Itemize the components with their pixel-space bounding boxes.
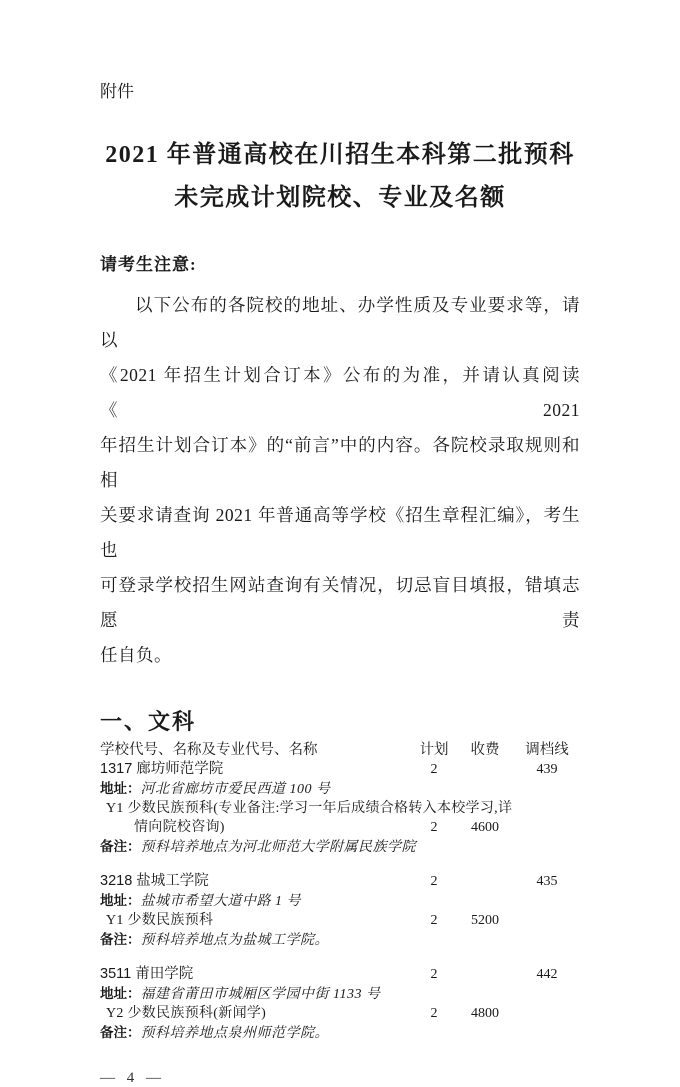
note-row	[100, 930, 580, 950]
major-plan-value: 2	[430, 1006, 438, 1021]
major-row	[100, 1004, 580, 1023]
note-value: 预科培养地点泉州师范学院。	[140, 1026, 329, 1041]
column-header-plan: 计划	[419, 742, 449, 758]
major-name-line2: 情向院校咨询)	[134, 820, 225, 835]
address-label: 地址：	[100, 986, 141, 1001]
notice-paragraph	[100, 288, 580, 673]
school-cutoff-value: 442	[536, 967, 558, 982]
major-fee-value: 4800	[471, 1006, 499, 1021]
document-title-line1: 2021 年普通高校在川招生本科第二批预科	[105, 142, 575, 168]
major-name: Y1 少数民族预科	[106, 913, 214, 928]
address-label: 地址：	[100, 893, 141, 908]
school-header-row	[100, 760, 580, 779]
note-label: 备注：	[100, 1025, 141, 1040]
address-row	[100, 779, 580, 799]
notice-line: 关要求请查询 2021 年普通高等学校《招生章程汇编》，考生也	[100, 505, 580, 560]
major-row	[100, 911, 580, 930]
note-row	[100, 1023, 580, 1043]
major-name: Y2 少数民族预科(新闻学)	[106, 1006, 267, 1021]
column-header-cutoff: 调档线	[525, 742, 569, 758]
notice-line: 年招生计划合订本》的“前言”中的内容。各院校录取规则和相	[100, 435, 580, 490]
document-title	[100, 134, 580, 220]
notice-line: 任自负。	[100, 645, 172, 665]
school-header-row	[100, 965, 580, 984]
note-label: 备注：	[100, 932, 141, 947]
address-value: 河北省廊坊市爱民西道 100 号	[140, 782, 331, 797]
major-plan-value: 2	[430, 913, 438, 928]
school-cutoff-value: 435	[536, 874, 558, 889]
school-plan-value: 2	[430, 762, 438, 777]
notice-line: 以下公布的各院校的地址、办学性质及专业要求等，请以	[100, 295, 580, 350]
page-number: — 4 —	[100, 1070, 165, 1086]
major-name-line1: Y1 少数民族预科(专业备注:学习一年后成绩合格转入本校学习,详	[106, 801, 513, 816]
section-heading-liberal-arts: 一、文科	[100, 709, 197, 734]
note-value: 预科培养地点为河北师范大学附属民族学院	[140, 840, 416, 855]
major-fee-value: 4600	[471, 820, 499, 835]
notice-line: 可登录学校招生网站查询有关情况，切忌盲目填报，错填志愿责	[100, 575, 580, 630]
school-block	[100, 760, 580, 857]
document-title-line2: 未完成计划院校、专业及名额	[174, 185, 506, 211]
school-cutoff-value: 439	[536, 762, 558, 777]
column-header-name: 学校代号、名称及专业代号、名称	[100, 742, 318, 758]
school-code-name: 1317 廊坊师范学院	[100, 761, 224, 777]
plan-table	[100, 741, 580, 1043]
major-fee-value: 5200	[471, 913, 499, 928]
school-block	[100, 965, 580, 1043]
school-header-row	[100, 872, 580, 891]
major-row-continuation	[100, 818, 580, 837]
attachment-label: 附件	[100, 82, 134, 101]
address-value: 盐城市希望大道中路 1 号	[140, 894, 301, 909]
address-label: 地址：	[100, 781, 141, 796]
major-row	[100, 799, 580, 818]
address-value: 福建省莆田市城厢区学园中街 1133 号	[140, 987, 381, 1002]
school-plan-value: 2	[430, 967, 438, 982]
note-label: 备注：	[100, 839, 141, 854]
school-code-name: 3218 盐城工学院	[100, 873, 209, 889]
table-header-row	[100, 741, 580, 760]
school-block	[100, 872, 580, 950]
major-plan-value: 2	[430, 820, 438, 835]
note-value: 预科培养地点为盐城工学院。	[140, 933, 329, 948]
address-row	[100, 984, 580, 1004]
column-header-fee: 收费	[470, 742, 500, 758]
note-row	[100, 837, 580, 857]
school-code-name: 3511 莆田学院	[100, 966, 194, 982]
school-plan-value: 2	[430, 874, 438, 889]
address-row	[100, 891, 580, 911]
notice-heading: 请考生注意:	[100, 255, 197, 274]
notice-line: 《2021 年招生计划合订本》公布的为准，并请认真阅读《2021	[100, 365, 580, 420]
